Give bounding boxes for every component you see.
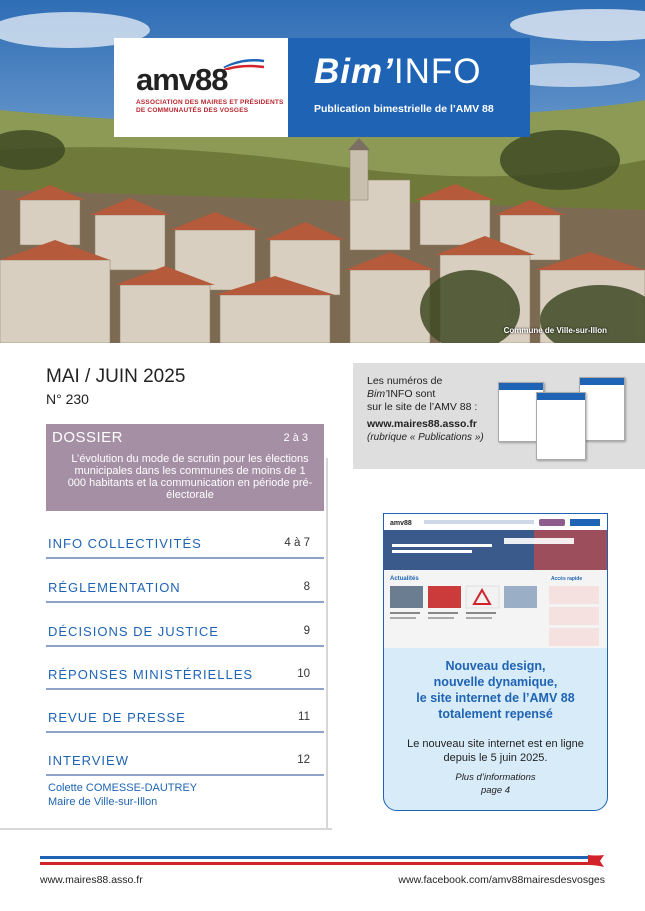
card-more-info: Plus d’informations page 4 xyxy=(455,772,536,796)
toc-revue-de-presse[interactable] xyxy=(46,706,324,733)
toc-decisions-de-justice[interactable] xyxy=(46,620,324,647)
svg-text:amv88: amv88 xyxy=(390,520,412,527)
title-block xyxy=(288,38,530,137)
dossier-title: DOSSIER xyxy=(52,429,124,446)
horizontal-divider xyxy=(0,828,332,830)
promo-text: Les numéros de Bim’INFO sont sur le site de l’AMV 88 : xyxy=(367,375,478,413)
photo-caption: Commune de Ville-sur-Illon xyxy=(503,326,607,335)
toc-reponses-ministerielles[interactable] xyxy=(46,663,324,690)
toc-label: INTERVIEW xyxy=(48,753,129,768)
interview-subject xyxy=(48,781,197,809)
toc-pages: 8 xyxy=(303,581,310,593)
toc-interview[interactable] xyxy=(46,749,324,776)
svg-text:Actualités: Actualités xyxy=(390,576,419,582)
publication-subtitle: Publication bimestrielle de l’AMV 88 xyxy=(314,103,494,115)
toc-label: RÉGLEMENTATION xyxy=(48,580,181,595)
interview-name: Colette COMESSE-DAUTREY xyxy=(48,782,198,794)
toc-label: DÉCISIONS DE JUSTICE xyxy=(48,624,219,639)
tricolor-stripes xyxy=(40,855,604,867)
masthead xyxy=(114,38,530,137)
archive-promo-panel xyxy=(353,363,645,469)
toc-label: INFO COLLECTIVITÉS xyxy=(48,536,202,551)
issue-date: MAI / JUIN 2025 xyxy=(46,366,186,387)
promo-url-link[interactable]: www.maires88.asso.fr xyxy=(367,418,477,430)
card-body: Le nouveau site internet est en ligne depuis le 5 juin 2025. xyxy=(407,738,584,764)
toc-label: REVUE DE PRESSE xyxy=(48,710,186,725)
toc-label: RÉPONSES MINISTÉRIELLES xyxy=(48,667,254,682)
vertical-divider xyxy=(326,458,328,830)
toc-pages: 11 xyxy=(298,711,310,723)
toc-pages: 4 à 7 xyxy=(284,537,310,549)
toc-info-collectivites[interactable] xyxy=(46,532,324,559)
footer-website-link[interactable]: www.maires88.asso.fr xyxy=(40,874,143,886)
website-announcement-card[interactable] xyxy=(383,513,608,811)
promo-rubrique: (rubrique « Publications ») xyxy=(367,432,484,443)
association-name: ASSOCIATION DES MAIRES ET PRÉSIDENTS DE COMMUNAUTÉS DES VOSGES xyxy=(136,99,284,114)
amv88-logo[interactable] xyxy=(114,38,288,137)
toc-pages: 9 xyxy=(303,625,310,637)
card-headline: Nouveau design, nouvelle dynamique, le site internet de l’AMV 88 totalement repensé xyxy=(416,659,575,721)
dossier-pages: 2 à 3 xyxy=(283,432,308,444)
toc-reglementation[interactable] xyxy=(46,576,324,603)
issue-number: N° 230 xyxy=(46,391,89,407)
dossier-description: L’évolution du mode de scrutin pour les élections municipales dans les communes de moins de 1 000 habitants et la communication en période pré-électorale xyxy=(67,453,313,501)
interview-role: Maire de Ville-sur-Illon xyxy=(48,796,158,808)
cover-thumbnail xyxy=(536,392,586,460)
website-screenshot xyxy=(384,514,607,648)
toc-pages: 12 xyxy=(297,754,310,766)
flag-swoosh-icon xyxy=(222,58,266,70)
toc-pages: 10 xyxy=(297,668,310,680)
logo-text: amv88 xyxy=(136,62,228,97)
dossier-box[interactable] xyxy=(46,424,324,511)
publication-title: Bim’INFO xyxy=(314,52,482,91)
svg-text:Accès rapide: Accès rapide xyxy=(551,576,583,582)
footer-facebook-link[interactable]: www.facebook.com/amv88mairesdesvosges xyxy=(398,874,605,886)
